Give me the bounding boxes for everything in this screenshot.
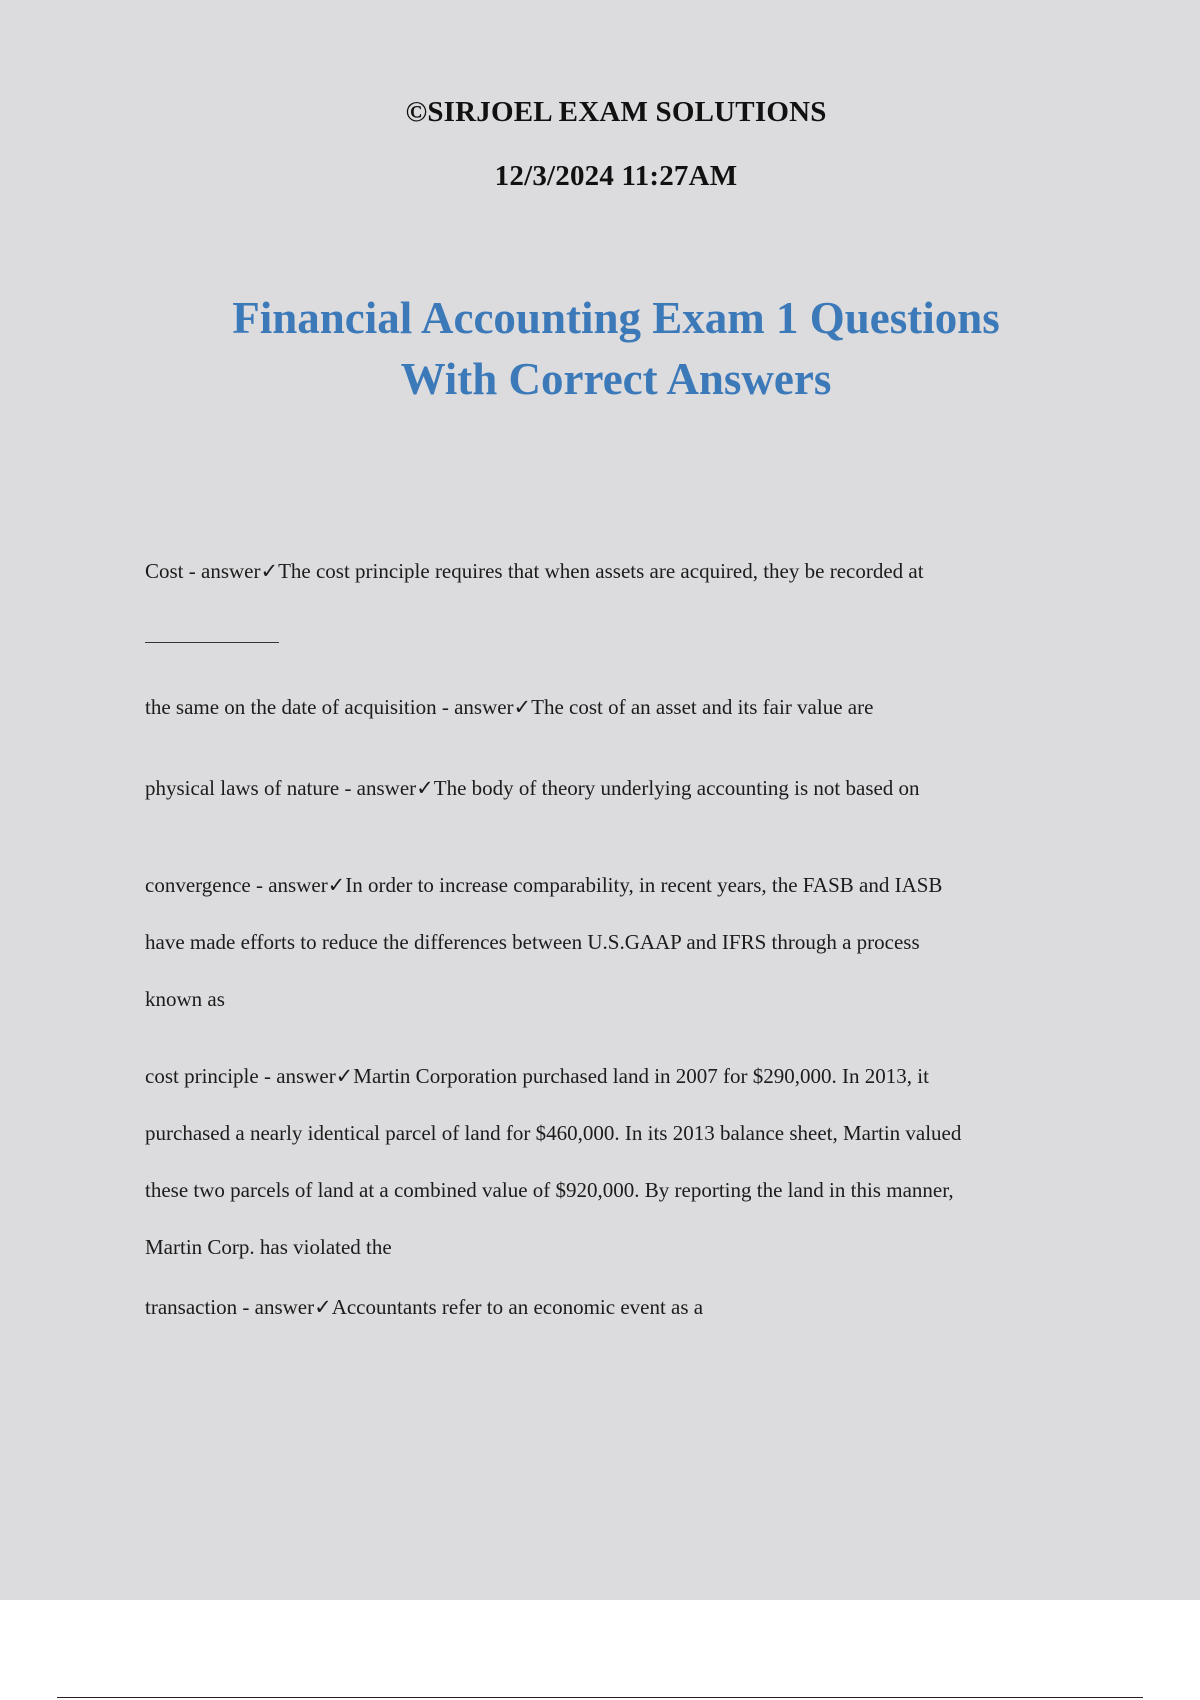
entry-line: Martin Corp. has violated the xyxy=(145,1235,392,1259)
document-title xyxy=(0,288,1200,410)
qa-entry-same-on-date xyxy=(145,695,1105,720)
title-line-2: With Correct Answers xyxy=(400,354,832,404)
entry-line: have made efforts to reduce the differences between U.S.GAAP and IFRS through a process xyxy=(145,930,920,954)
qa-entry-convergence xyxy=(145,857,1105,1028)
footer-divider xyxy=(57,1697,1143,1698)
qa-entry-transaction xyxy=(145,1295,1105,1320)
entry-line: these two parcels of land at a combined value of $920,000. By reporting the land in this manner, xyxy=(145,1178,954,1202)
entry-line: convergence - answer✓In order to increase comparability, in recent years, the FASB and IASB xyxy=(145,873,943,897)
entry-line: transaction - answer✓Accountants refer to an economic event as a xyxy=(145,1295,704,1319)
entry-line: purchased a nearly identical parcel of land for $460,000. In its 2013 balance sheet, Martin valued xyxy=(145,1121,962,1145)
answer-blank-line xyxy=(145,642,279,643)
entry-line: the same on the date of acquisition - answer✓The cost of an asset and its fair value are xyxy=(145,695,874,719)
company-header: ©SIRJOEL EXAM SOLUTIONS xyxy=(405,96,827,128)
entry-line: physical laws of nature - answer✓The body of theory underlying accounting is not based on xyxy=(145,776,920,800)
qa-entry-cost-principle xyxy=(145,1048,1105,1276)
entry-line: cost principle - answer✓Martin Corporation purchased land in 2007 for $290,000. In 2013, it xyxy=(145,1064,929,1088)
document-datetime: 12/3/2024 11:27AM xyxy=(494,160,738,192)
qa-entry-cost xyxy=(145,559,1105,584)
title-line-1: Financial Accounting Exam 1 Questions xyxy=(232,293,1000,343)
entry-line: Cost - answer✓The cost principle requires that when assets are acquired, they be recorded at xyxy=(145,559,924,583)
qa-entry-physical-laws xyxy=(145,776,1105,801)
entry-line: known as xyxy=(145,987,225,1011)
